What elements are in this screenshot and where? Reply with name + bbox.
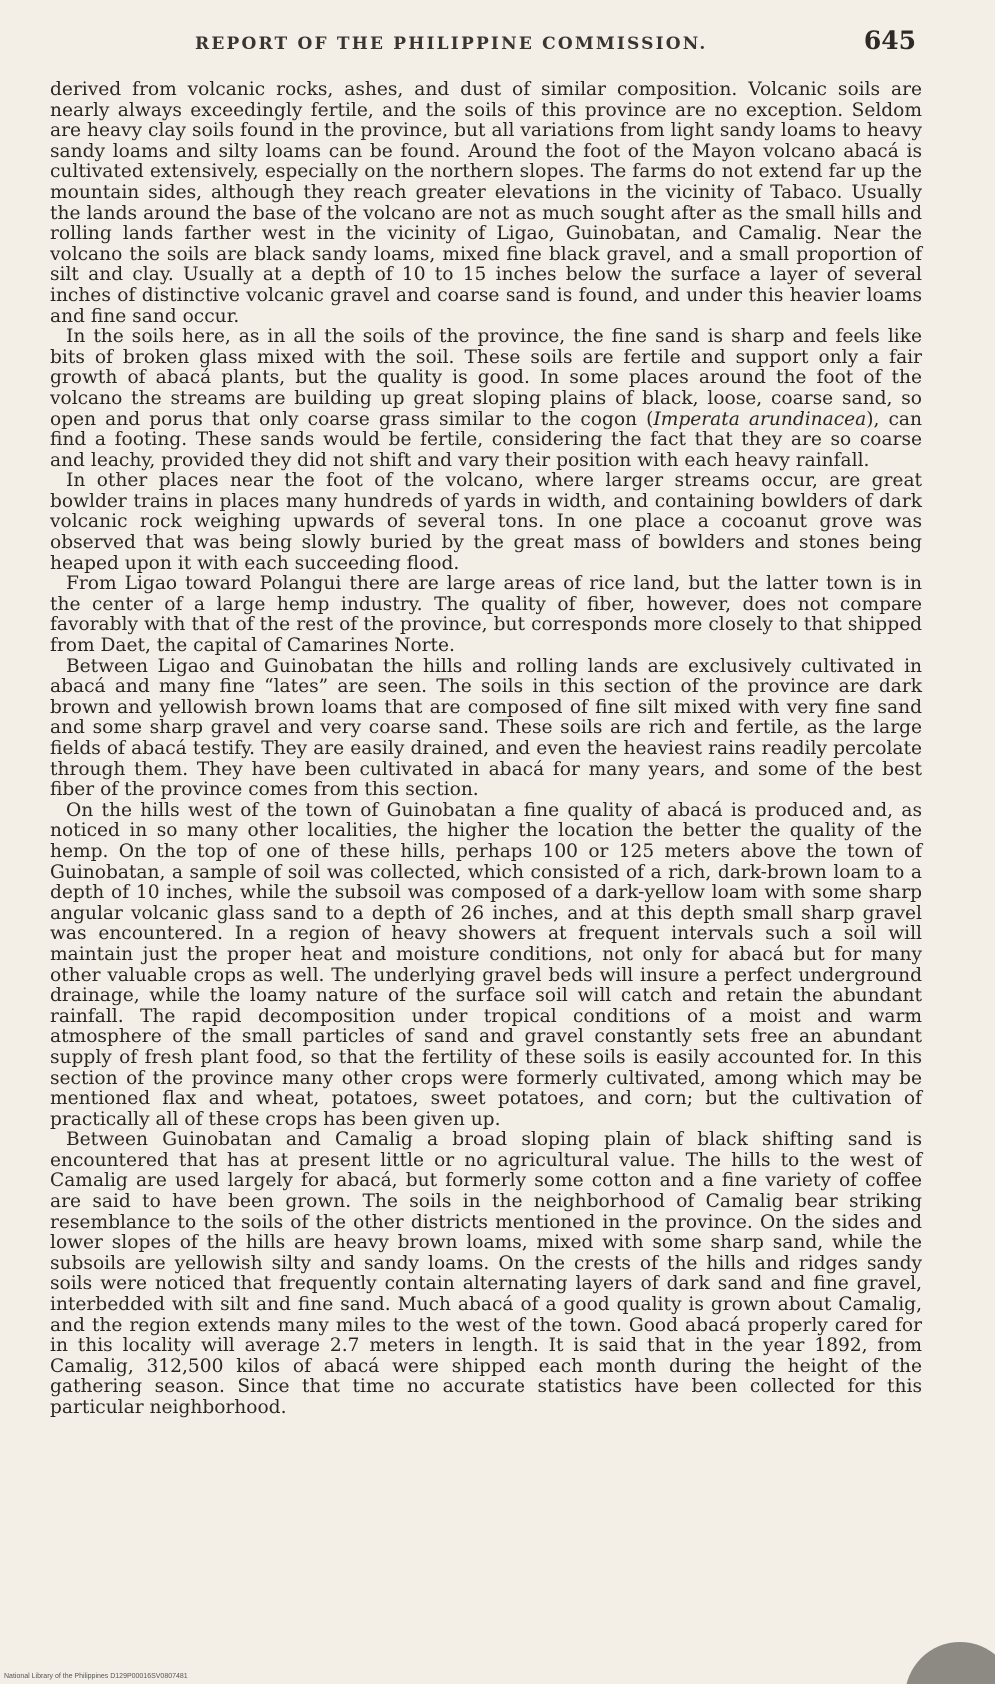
italic-text: Imperata arundinacea [653, 408, 867, 430]
paragraph-text: Between Ligao and Guinobatan the hills and rolling lands are exclusively cultivated in abacá and many fine “lates” are seen. The soils in this section of the province are dark brown and yellowish brown loams that are composed of fine silt mixed with very fine sand and some sharp gravel and very coarse sand. These soils are rich and fertile, as the large fields of abacá testify. They are easily drained, and even the heaviest rains readily percolate through them. They have been cultivated in abacá for many years, and some of the best fiber of the province comes from this section. [50, 655, 922, 801]
paragraph-text: From Ligao toward Polangui there are large areas of rice land, but the latter town is in the center of a large hemp industry. The quality of fiber, however, does not compare favorably with that of the rest of the province, but corresponds more closely to that shipped from Daet, the capital of Camarines Norte. [50, 573, 922, 657]
library-stamp [885, 1634, 995, 1684]
page-number: 645 [863, 26, 916, 55]
paragraph-text: On the hills west of the town of Guinobatan a fine quality of abacá is produced and, as noticed in so many other localities, the higher the location the better the quality of the hemp. On the top of one of these hills, perhaps 100 or 125 meters above the town of Guinobatan, a sample of soil was collected, which consisted of a rich, dark-brown loam to a depth of 10 inches, while the subsoil was composed of a dark-yellow loam with some sharp angular volcanic glass sand to a depth of 26 inches, and at this depth small sharp gravel was encountered. In a region of heavy showers at frequent intervals such a soil will maintain just the proper heat and moisture conditions, not only for abacá but for many other valuable crops as well. The underlying gravel beds will insure a perfect underground drainage, while the loamy nature of the surface soil will catch and retain the abundant rainfall. The rapid decomposition under tropical conditions of a moist and warm atmosphere of the small particles of sand and gravel constantly sets free an abundant supply of fresh plant food, so that the fertility of these soils is easily accounted for. In this section of the province many other crops were formerly cultivated, among which may be mentioned flax and wheat, potatoes, sweet potatoes, and corn; but the cultivation of practically all of these crops has been given up. [50, 799, 922, 1130]
paragraph-text: ), can find a footing. These sands would be fertile, considering the fact that they are so coarse and leachy, provided they did not shift and vary their position with each heavy rainfall. [50, 408, 922, 471]
paragraph-text: Between Guinobatan and Camalig a broad sloping plain of black shifting sand is encountered that has at present little or no agricultural value. The hills to the west of Camalig are used largely for abacá, but formerly some cotton and a fine variety of coffee are said to have been grown. The soils in the neighborhood of Camalig bear striking resemblance to the soils of the other districts mentioned in the province. On the sides and lower slopes of the hills are heavy brown loams, mixed with some sharp sand, while the subsoils are yellowish silty and sandy loams. On the crests of the hills and ridges sandy soils were noticed that frequently contain alternating layers of dark sand and fine gravel, interbedded with silt and fine sand. Much abacá of a good quality is grown about Camalig, and the region extends many miles to the west of the town. Good abacá properly cared for in this locality will average 2.7 meters in length. It is said that in the year 1892, from Camalig, 312,500 kilos of abacá were shipped each month during the height of the gathering season. Since that time no accurate statistics have been collected for this particular neighborhood. [50, 1129, 922, 1418]
running-head [50, 22, 922, 62]
paragraph [50, 327, 922, 471]
document-page [50, 22, 922, 1662]
paragraph [50, 801, 922, 1131]
paragraph [50, 1130, 922, 1418]
paragraph [50, 657, 922, 801]
paragraph [50, 80, 922, 327]
body-text [50, 80, 922, 1419]
paragraph-text: In the soils here, as in all the soils of the province, the fine sand is sharp and feels like bits of broken glass mixed with the soil. These soils are fertile and support only a fair growth of abacá plants, but the quality is good. In some places around the foot of the volcano the streams are building up great sloping plains of black, loose, coarse sand, so open and porus that only coarse grass similar to the cogon ( [50, 326, 922, 430]
paragraph-text: derived from volcanic rocks, ashes, and dust of similar composition. Volcanic soils are nearly always exceedingly fertile, and the soils of this province are no exception. Seldom are heavy clay soils found in the province, but all variations from light sandy loams to heavy sandy loams and silty loams can be found. Around the foot of the Mayon volcano abacá is cultivated extensively, especially on the northern slopes. The farms do not extend far up the mountain sides, although they reach greater elevations in the vicinity of Tabaco. Usually the lands around the base of the volcano are not as much sought after as the small hills and rolling lands farther west in the vicinity of Ligao, Guinobatan, and Camalig. Near the volcano the soils are black sandy loams, mixed fine black gravel, and a small proportion of silt and clay. Usually at a depth of 10 to 15 inches below the surface a layer of several inches of distinctive volcanic gravel and coarse sand is found, and under this heavier loams and fine sand occur. [50, 79, 922, 327]
paragraph [50, 471, 922, 574]
paragraph-text: In other places near the foot of the volcano, where larger streams occur, are great bowlder trains in places many hundreds of yards in width, and containing bowlders of dark volcanic rock weighing upwards of several tons. In one place a cocoanut grove was observed that was being slowly buried by the great mass of bowlders and stones being heaped upon it with each succeeding flood. [50, 470, 922, 574]
archive-footer: National Library of the Philippines D129P00016SV0807481 [4, 1673, 188, 1680]
paragraph [50, 574, 922, 656]
running-title: REPORT OF THE PHILIPPINE COMMISSION. [195, 34, 708, 54]
